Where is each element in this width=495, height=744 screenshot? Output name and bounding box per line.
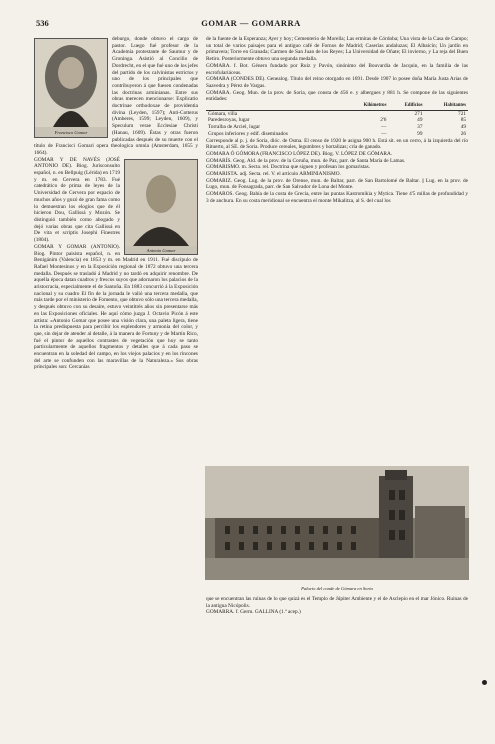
paragraph: GOMARA Ó GÓMORA (FRANCISCO LÓPEZ DE). Biog. V. LÓPEZ DE GÓMARA. (206, 150, 393, 157)
municipality-table (206, 103, 468, 138)
paragraph: deburgo, donde obtuvo el cargo de pastor. Luego fué profesor de la Academia protestante de Saumur y de Groninga. Asistió al Concilio de Dordrecht, en el que fué uno de los jefes del partido de los calvinistas estrictos y uno de los principales que contribuyeron á que fuesen condenadas las doctrinas arminianas. Entre sus obras merecen mencionarse: Explicatio doctrinae orthodoxae de providentia divina (Leyden, 1597); Anti-Cotterus (Amberes, 1599; Leyden, 1609), y Speculum verae Ecclesiae Christi (Hanau, 1609). Éstas y otras fueron publicadas después de su muerte con el título de Francisci Gomari opera theologica omnia (Amsterdam, 1655 y 1664). (34, 36, 198, 156)
page-header (36, 18, 466, 32)
ink-spot (482, 680, 487, 685)
paragraph: GOMARIZ. Geog. Lug. de la prov. de Orense, mun. de Baltar, parr. de San Bartolomé de Baltar. || Lug. en la prov. de Lugo, mun. de Fonsagrada, parr. de San Salvador de Lona del Monte. (206, 177, 468, 191)
portrait-image (125, 160, 197, 246)
portrait-image (35, 39, 107, 127)
paragraph: GOMARÍS. Geog. Ald. de la prov. de la Coruña, mun. de Paz, parr. de Santa María de Lamas. (206, 157, 406, 164)
table-row: Torralba de Arciel, lugar — 37 49 (208, 124, 466, 131)
paragraph: Corresponde al p. j. de Soria, dióc. de Osma. El censo de 1920 le asigna 900 h. Está sit. en un cerro, á la izquierda del río Rituerto, al SE. de Soria. Produce cereales, legumbres y hortalizas; cría de ganado. (206, 137, 468, 151)
col-hab: Habitantes (424, 103, 468, 110)
palace-image (205, 466, 469, 580)
paragraph: que se encuentran las ruinas de lo que quizá es el Templo de Júpiter Ambiente y el de Asclepio en el mar Jónico. Ruinas de la antigua Nicópolis. (206, 596, 468, 609)
paragraph: GOMAROS. Geog. Bahía de la costa de Grecia, entre las puntas Kastromikia y Mytica. Tiene 4'5 millas de profundidad y 3 de anchura. En su costa meridional se encuentra el monte Mikalitza, al S. del cual los (206, 191, 468, 204)
table-row: Gómara, villa 271 721 (208, 110, 466, 117)
paragraph: GOMAR Y GOMAR (ANTONIO). Biog. Pintor paisista español, n. en Benigánim (Valencia) en 1853 y m. en Madrid en 1911. Fué discípulo de Rafael Montesinos y en la Exposición regional de 1872 obtuvo una tercera medalla. Después se trasladó á Madrid y no tardó en adquirir renombre. De aquella época datan cuadros y frescos suyos que adornaron los palacios de la aristocracia, especialmente el de Santoña. En 1883 concurrió á la Exposición nacional y su cuadro El fin de la jornada le valió una tercera medalla, que más tarde por el ministerio de Fomento, que obtuvo sólo una tercera medalla, y después obtuvo con su desaire, estuvo veintitrés años sin presentarse más en las Exposiciones oficiales. He aquí cómo juzga J. Octavio Picón á este artista: «Antonio Gomar que posee una visión clara, una paleta ligera, tiene la retina predispuesta para percibir los esplendores y armonía del color, y que, sin dejar de atender al detalle, á la manera de Fortuny y de Martín Rico, fué el pintor de aquellos contrastes de vegetación que hoy se tanto particularmente de aquellos fragmentos y detalles que á cada paso se encuentran en la soledad del campo, en los viejos palacios y en los rincones del arte se confunden con las maravillas de la Naturaleza.» Sus obras principales son: Cercanías (34, 243, 198, 371)
page-number: 536 (36, 18, 49, 28)
paragraph: de la fuente de la Esperanza; Ayer y hoy; Cementerio de Morella; Las ermitas de Córdoba; Una vista de la Casa de Campo; un total de varios paisajes para el antiguo café de Fornos de Madrid; Caserías andaluzas; El Albaicín; Un jardín en primavera; Torre en Granada; Carmen de San Juan de los Reyes; La Universidad de Oñate; El invierno, y La reja del Buen Retiro. Posteriormente obtuvo una segunda medalla. (206, 36, 468, 63)
portrait-francisco-gomar (34, 38, 108, 138)
paragraph: GOMARA (CONDES DE). Genealog. Título del reino otorgado en 1691. Desde 1907 lo posee doña María Justa Arias de Saavedra y Pérez de Vargas. (206, 76, 468, 89)
paragraph: GOMARISMO. m. Secta. rel. Doctrina que siguen y profesan los gomaristas. (206, 164, 371, 171)
caption-palace: Palacio del conde de Gómara en Soria (301, 586, 373, 591)
palace-photo (205, 466, 469, 590)
paragraph: GOMARA. f. Bot. Género fundado por Ruiz y Pavón, sinónimo del Bouvardia de Jacquin, en la familia de las escrofulariáceas. (206, 62, 468, 76)
right-column (206, 36, 468, 460)
portrait-antonio-gomar (124, 159, 198, 255)
table-row: Grupos inferiores y edif. diseminados — 99 26 (208, 130, 466, 137)
page-title: GOMAR — GOMARRA (201, 18, 301, 28)
paragraph: GOMARISTA. adj. Secta. rel. V. el artículo ARMINIANISMO. (206, 171, 341, 178)
col-km: Kilómetros (344, 103, 388, 110)
paragraph: GOMAR Y DE NAVÉS (JOSÉ ANTONIO DE). Biog. Jurisconsulto español, n. en Bellpuig (Lérida) en 1719 y m. en Cervera en 1783. Fué catedrático de prima de leyes de la Universidad de Cervera por espacio de muchos años y gozó de gran fama como lo demuestran los elogios que de él hicieron Dou, Gallissá y Mozón. Se distinguió también como abogado y dejó varias obras que cita Gallissá en De vita et scriptis Josephi Finestres (1804). (34, 156, 120, 244)
col-edif: Edificios (388, 103, 424, 110)
paragraph: GOMARA. Geog. Mun. de la prov. de Soria, que consta de 456 e. y albergues y 881 h. Se compone de las siguientes entidades: (206, 89, 468, 103)
paragraph: GOMARRA. f. Germ. GALLINA (1.ª acep.) (206, 609, 301, 616)
right-column-bottom (206, 596, 468, 686)
left-column (34, 36, 198, 692)
caption-antonio-gomar: Antonio Gomar (146, 248, 176, 254)
caption-francisco-gomar: Francisco Gomar (54, 129, 88, 135)
table-row: Paredesroyas, lugar 2'6 49 85 (208, 117, 466, 124)
